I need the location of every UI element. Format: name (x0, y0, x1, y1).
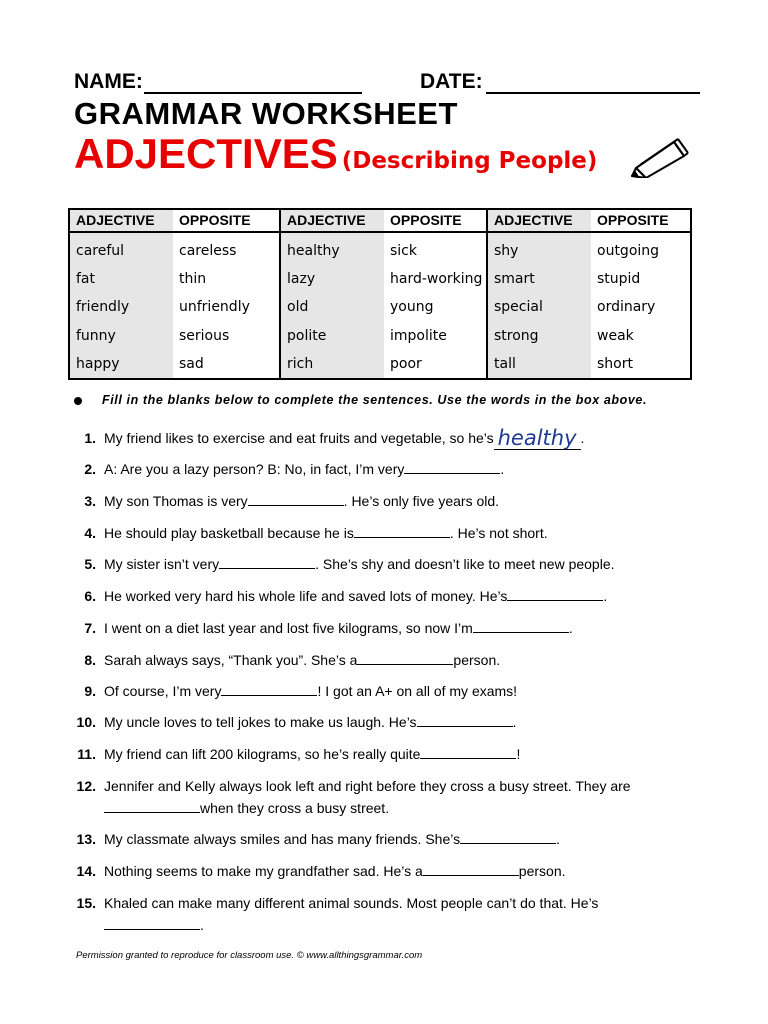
table-cell: healthy (287, 243, 340, 259)
question-number: 7. (84, 620, 96, 636)
table-cell: young (390, 299, 434, 316)
question-number: 2. (84, 461, 96, 477)
column-header: ADJECTIVE (70, 210, 173, 233)
table-cell: rich (287, 355, 314, 372)
answer-blank[interactable]: healthy (494, 427, 581, 450)
footer-permission: Permission granted to reproduce for classroom use. © www.allthingsgrammar.com (76, 950, 423, 961)
answer-blank[interactable] (420, 744, 516, 759)
table-cell: thin (179, 271, 207, 288)
question-text: Sarah always says, “Thank you”. She’s a (104, 652, 358, 668)
answer-blank[interactable] (460, 829, 556, 844)
instruction (74, 393, 647, 407)
name-line (144, 92, 362, 94)
column-header: ADJECTIVE (488, 210, 591, 233)
table-cell: short (597, 355, 633, 372)
question-number: 14. (76, 863, 96, 879)
question-text: . He’s only five years old. (343, 493, 500, 509)
column-header: ADJECTIVE (281, 210, 384, 233)
question-number: 8. (84, 652, 96, 668)
question-number: 1. (84, 430, 96, 446)
table-cell: friendly (76, 299, 130, 316)
question-text: person. (518, 863, 566, 879)
question-text: My friend likes to exercise and eat fruits and vegetable, so he’s (104, 430, 494, 446)
question-text: Nothing seems to make my grandfather sad. He’s a (104, 863, 423, 879)
answer-blank[interactable] (248, 491, 344, 506)
table-cell: weak (597, 327, 634, 344)
table-cell: funny (76, 327, 116, 344)
table-cell: sick (390, 243, 417, 259)
table-column-adjective-3 (488, 210, 591, 378)
question-text: . (500, 461, 505, 477)
question-text: ! I got an A+ on all of my exams! (317, 683, 518, 699)
table-cell: poor (390, 355, 422, 372)
answer-blank[interactable] (104, 915, 200, 930)
table-divider (279, 210, 281, 378)
answer-blank[interactable] (357, 650, 453, 665)
question-text: when they cross a busy street. (200, 800, 390, 816)
answer-blank[interactable] (404, 459, 500, 474)
question-text: Of course, I’m very (104, 683, 222, 699)
subtitle: (Describing People) (341, 148, 598, 174)
column-header: OPPOSITE (591, 210, 690, 233)
table-cell: special (494, 299, 543, 316)
table-column-adjective-2 (281, 210, 384, 378)
answer-blank[interactable] (219, 554, 315, 569)
bullet-icon (74, 397, 82, 405)
answer-blank[interactable] (507, 586, 603, 601)
question-number: 4. (84, 525, 96, 541)
answer-blank[interactable] (417, 712, 513, 727)
date-line (486, 92, 700, 94)
question-text: My uncle loves to tell jokes to make us laugh. He’s (104, 714, 417, 730)
worksheet-title: GRAMMAR WORKSHEET (74, 96, 458, 131)
table-column-opposite-2 (384, 210, 488, 378)
question-text: . (603, 588, 608, 604)
question-number: 9. (84, 683, 96, 699)
question-text: I went on a diet last year and lost five kilograms, so now I’m (104, 620, 473, 636)
table-cell: happy (76, 355, 120, 372)
question-number: 15. (76, 895, 96, 911)
table-cell: hard-working (390, 271, 483, 288)
table-cell: tall (494, 355, 516, 372)
table-column-opposite-3 (591, 210, 690, 378)
name-label: NAME: (74, 70, 143, 93)
question-text: . He’s not short. (449, 525, 548, 541)
table-cell: serious (179, 327, 230, 344)
table-cell: careless (179, 243, 237, 259)
question-number: 5. (84, 556, 96, 572)
question-text: He worked very hard his whole life and saved lots of money. He’s (104, 588, 508, 604)
column-header: OPPOSITE (173, 210, 279, 233)
question-text: Khaled can make many different animal sounds. Most people can’t do that. He’s (104, 895, 599, 911)
main-title (74, 130, 597, 178)
question-text: . (568, 620, 573, 636)
question-number: 6. (84, 588, 96, 604)
table-cell: unfriendly (179, 299, 250, 316)
question-text: A: Are you a lazy person? B: No, in fact, I’m very (104, 461, 405, 477)
question-number: 13. (76, 831, 96, 847)
table-cell: impolite (390, 327, 447, 344)
question-text: My friend can lift 200 kilograms, so he’s really quite (104, 746, 421, 762)
date-label: DATE: (420, 70, 483, 93)
column-header: OPPOSITE (384, 210, 488, 233)
table-column-adjective-1 (70, 210, 173, 378)
question-text: . (200, 917, 204, 933)
answer-blank[interactable] (221, 681, 317, 696)
question-text: Jennifer and Kelly always look left and right before they cross a busy street. They are (104, 778, 631, 794)
question-number: 3. (84, 493, 96, 509)
table-cell: ordinary (597, 299, 656, 316)
question-number: 12. (76, 778, 96, 794)
question-text: My classmate always smiles and has many friends. She’s (104, 831, 461, 847)
question-text: My sister isn’t very (104, 556, 220, 572)
table-cell: stupid (597, 271, 641, 288)
table-cell: outgoing (597, 243, 660, 259)
table-cell: shy (494, 243, 519, 259)
table-column-opposite-1 (173, 210, 279, 378)
question-number: 10. (76, 714, 96, 730)
question-text: He should play basketball because he is (104, 525, 354, 541)
pencil-icon (630, 134, 692, 178)
question-text: . (512, 714, 517, 730)
table-cell: strong (494, 327, 539, 344)
question-number: 11. (77, 746, 96, 762)
answer-blank[interactable] (423, 861, 519, 876)
main-title-text: ADJECTIVES (74, 130, 338, 177)
table-cell: lazy (287, 271, 316, 288)
table-cell: careful (76, 243, 125, 259)
question-text: ! (516, 746, 521, 762)
question-text: . (556, 831, 560, 847)
question-text: person. (453, 652, 501, 668)
table-cell: old (287, 299, 309, 316)
question-text: . (580, 430, 585, 446)
answer-blank[interactable] (473, 618, 569, 633)
table-divider (486, 210, 488, 378)
name-date-row (74, 70, 704, 96)
table-cell: smart (494, 271, 535, 288)
question-text: . She’s shy and doesn’t like to meet new people. (315, 556, 615, 572)
table-cell: polite (287, 327, 327, 344)
table-cell: sad (179, 355, 204, 372)
answer-blank[interactable] (104, 798, 200, 813)
answer-blank[interactable] (354, 523, 450, 538)
vocabulary-table (68, 208, 692, 380)
table-cell: fat (76, 271, 95, 288)
instruction-text: Fill in the blanks below to complete the sentences. Use the words in the box above. (102, 393, 648, 407)
question-text: My son Thomas is very (104, 493, 248, 509)
